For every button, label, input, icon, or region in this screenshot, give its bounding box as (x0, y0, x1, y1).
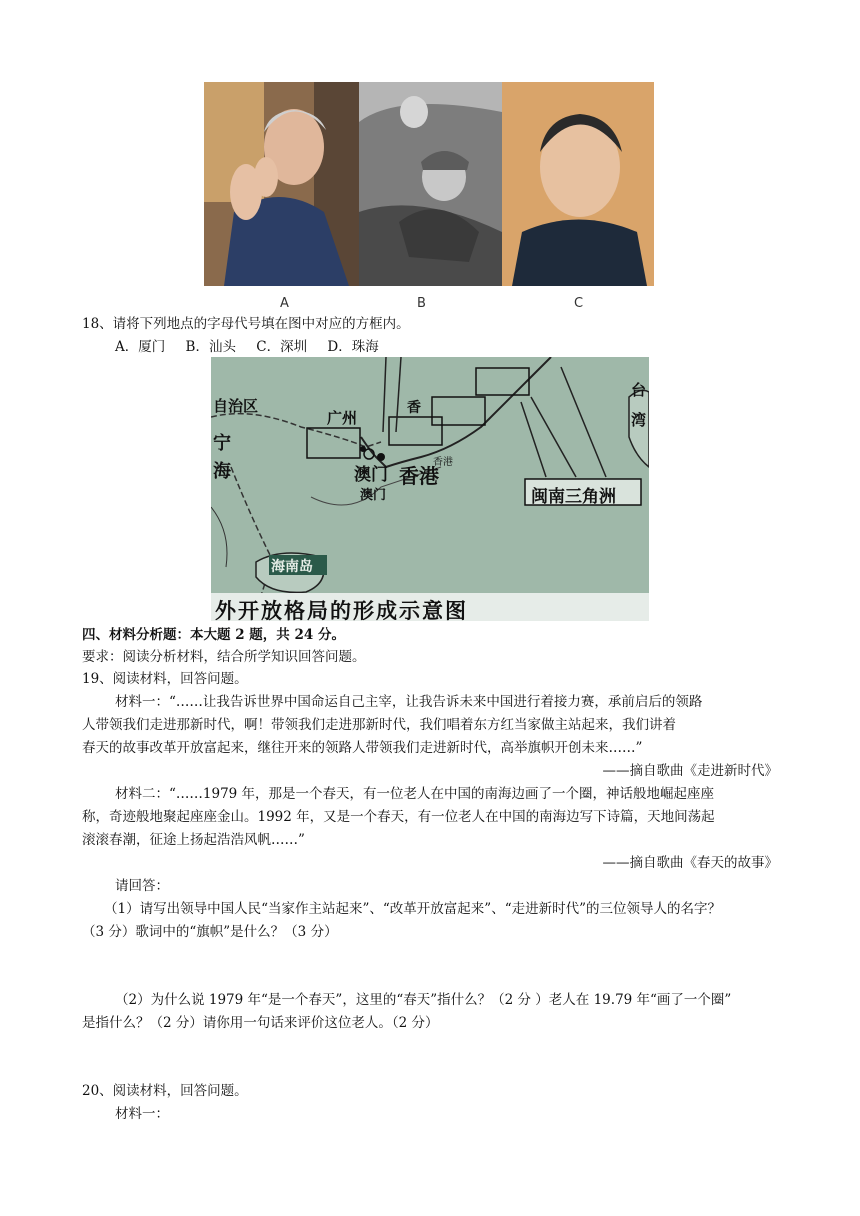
q19-part2-line2: 是指什么？（2 分）请你用一句话来评价这位老人。（2 分） (82, 1015, 439, 1031)
photo-label-c: C (574, 296, 584, 311)
map-label-ning: 宁 (213, 433, 231, 454)
map-label-region: 自治区 (213, 397, 259, 415)
map-label-hai: 海 (213, 461, 231, 482)
q18-option-a: A．厦门 (115, 339, 166, 355)
q18-option-b: B．汕头 (185, 339, 236, 355)
q19-material2-line3: 滚滚春潮，征途上扬起浩浩风帆……” (82, 832, 305, 848)
map-label-wan: 湾 (631, 411, 647, 429)
map-label-hongkong: 香港 (399, 464, 439, 488)
q19-material1-source: ——摘自歌曲《走进新时代》 (602, 763, 778, 779)
q19-part1-line1: （1）请写出领导中国人民“当家作主站起来”、“改革开放富起来”、“走进新时代”的三位领导人的名字？ (104, 901, 721, 917)
map-label-guangzhou: 广州 (327, 409, 358, 427)
map-label-aomen-small: 澳门 (360, 488, 387, 503)
map-figure (211, 357, 649, 621)
q18-options (115, 337, 379, 357)
map-label-tai: 台 (631, 381, 647, 399)
map-label-minnan: 闽南三角洲 (531, 487, 616, 507)
q19-material2-line1: 材料二：“……1979 年，那是一个春天，有一位老人在中国的南海边画了一个圈，神话般地崛起座座 (115, 786, 715, 802)
map-title: 外开放格局的形成示意图 (215, 598, 468, 621)
map-label-xiang: 香 (407, 400, 421, 416)
q19-part2-line1: （2）为什么说 1979 年“是一个春天”，这里的“春天”指什么？（2 分 ）老人在 19.79 年“画了一个圈” (115, 992, 732, 1008)
q19-stem: 19、阅读材料，回答问题。 (82, 671, 248, 687)
section4-title: 四、材料分析题：本大题 2 题，共 24 分。 (82, 627, 345, 643)
q19-material1-line3: 春天的故事改革开放富起来，继往开来的领路人带领我们走进新时代，高举旗帜开创未来……” (82, 740, 643, 756)
map-label-hk-small: 香港 (433, 457, 453, 468)
photo-b (359, 82, 502, 286)
q20-material1: 材料一： (115, 1106, 169, 1122)
q19-ask: 请回答： (115, 878, 169, 894)
q18-option-d: D．珠海 (327, 339, 379, 355)
map-label-hainan: 海南岛 (271, 559, 313, 575)
q19-material2-source: ——摘自歌曲《春天的故事》 (602, 855, 778, 871)
q20-stem: 20、阅读材料，回答问题。 (82, 1083, 248, 1099)
q19-material1-line1: 材料一：“……让我告诉世界中国命运自己主宰，让我告诉未来中国进行着接力赛，承前启后的领路 (115, 694, 703, 710)
q19-material1-line2: 人带领我们走进那新时代，啊！带领我们走进那新时代，我们唱着东方红当家做主站起来，我们讲着 (82, 717, 676, 733)
q19-part1-line2: （3 分）歌词中的“旗帜”是什么？（3 分） (82, 924, 338, 940)
map-label-aomen: 澳门 (354, 465, 388, 485)
q18-option-c: C．深圳 (256, 339, 308, 355)
q18-stem: 18、请将下列地点的字母代号填在图中对应的方框内。 (82, 316, 410, 332)
section4-requirement: 要求：阅读分析材料，结合所学知识回答问题。 (82, 649, 366, 665)
photo-a (204, 82, 359, 286)
q19-material2-line2: 称，奇迹般地聚起座座金山。1992 年，又是一个春天，有一位老人在中国的南海边写下诗篇，天地间荡起 (82, 809, 715, 825)
photo-c (502, 82, 654, 286)
photo-label-a: A (280, 296, 289, 311)
photo-label-b: B (417, 296, 426, 311)
